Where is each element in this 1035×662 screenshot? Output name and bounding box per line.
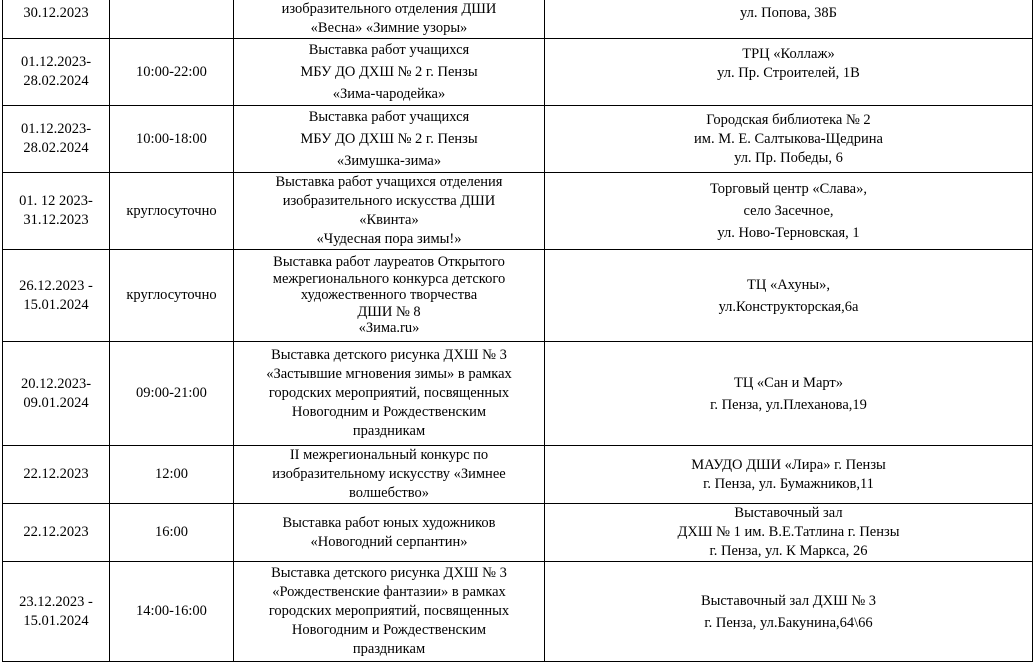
event-title-line: «Рождественские фантазии» в рамках — [272, 584, 506, 600]
venue-line: село Засечное, — [743, 203, 834, 219]
table-row — [3, 39, 1033, 106]
time-cell — [110, 106, 234, 173]
venue-line: ТЦ «Сан и Март» — [733, 374, 844, 391]
event-title-line: «Квинта» — [359, 212, 419, 228]
event-title-line: «Зима.ru» — [358, 320, 420, 337]
event-title-line: Выставка работ юных художников — [282, 514, 496, 531]
date-cell — [3, 504, 110, 562]
venue-cell — [545, 342, 1033, 446]
date-cell — [3, 562, 110, 662]
event-title-line: ДШИ № 8 — [357, 303, 421, 320]
venue-line: Выставочный зал — [734, 505, 843, 521]
time-text: 12:00 — [154, 466, 189, 482]
venue-cell — [545, 39, 1033, 106]
event-title-line: Выставка детского рисунка ДХШ № 3 — [271, 347, 507, 363]
venue-line: г. Пенза, ул.Бакунина,64\66 — [704, 614, 873, 631]
venue-line: ТЦ «Ахуны», — [747, 276, 830, 293]
event-title-line: МБУ ДО ДХШ № 2 г. Пензы — [300, 131, 478, 147]
date-text: 28.02.2024 — [23, 140, 89, 156]
time-cell — [110, 173, 234, 250]
time-cell — [110, 0, 234, 39]
date-text: 15.01.2024 — [23, 612, 89, 629]
event-title-line: городских мероприятий, посвященных — [268, 385, 510, 401]
venue-line: Торговый центр «Слава», — [710, 181, 867, 197]
table-row — [3, 250, 1033, 342]
date-text: 22.12.2023 — [23, 466, 89, 482]
event-title-cell — [234, 504, 545, 562]
table-row — [3, 173, 1033, 250]
venue-line: г. Пенза, ул.Плеханова,19 — [710, 396, 867, 413]
table-row — [3, 446, 1033, 504]
event-title-line: Новогодним и Рождественским — [291, 622, 487, 638]
venue-line: ул.Конструкторская,6а — [718, 298, 859, 315]
venue-line: Выставочный зал ДХШ № 3 — [700, 592, 877, 609]
venue-line: ДХШ № 1 им. В.Е.Татлина г. Пензы — [677, 524, 900, 540]
date-text: 26.12.2023 - — [19, 277, 93, 294]
time-text: 14:00-16:00 — [136, 603, 207, 619]
events-table — [2, 0, 1033, 662]
date-cell — [3, 250, 110, 342]
event-title-line: праздникам — [352, 423, 426, 439]
venue-line: ул. Ново-Терновская, 1 — [717, 225, 860, 241]
venue-cell — [545, 250, 1033, 342]
table-row — [3, 504, 1033, 562]
event-title-cell — [234, 342, 545, 446]
event-title-line: «Чудесная пора зимы!» — [316, 231, 462, 247]
event-title-line: Выставка работ лауреатов Открытого — [273, 254, 505, 271]
event-title-cell — [234, 106, 545, 173]
date-text: 22.12.2023 — [23, 524, 89, 540]
date-text: 09.01.2024 — [23, 394, 89, 411]
table-row — [3, 0, 1033, 39]
event-title-line: «Застывшие мгновения зимы» в рамках — [266, 366, 512, 382]
date-text: 30.12.2023 — [23, 5, 89, 21]
date-cell — [3, 446, 110, 504]
date-text: 28.02.2024 — [23, 73, 89, 89]
date-cell — [3, 0, 110, 39]
date-text: 20.12.2023- — [20, 375, 92, 392]
venue-cell — [545, 446, 1033, 504]
table-row — [3, 562, 1033, 662]
time-cell — [110, 446, 234, 504]
date-cell — [3, 39, 110, 106]
event-title-line: межрегионального конкурса детского — [272, 270, 506, 287]
date-cell — [3, 342, 110, 446]
event-title-cell — [234, 39, 545, 106]
event-title-line: «Зимушка-зима» — [336, 153, 442, 169]
venue-cell — [545, 173, 1033, 250]
date-text: 01. 12 2023- — [19, 193, 93, 209]
event-title-line: изобразительному искусству «Зимнее — [272, 466, 506, 482]
time-cell — [110, 562, 234, 662]
time-cell — [110, 504, 234, 562]
event-title-cell — [234, 173, 545, 250]
time-text: круглосуточно — [126, 287, 217, 303]
venue-line: ул. Пр. Победы, 6 — [734, 149, 843, 166]
table-row — [3, 342, 1033, 446]
event-title-line: Выставка работ учащихся — [308, 109, 470, 125]
date-text: 31.12.2023 — [23, 212, 89, 228]
event-title-line: Выставка работ учащихся отделения — [275, 174, 503, 190]
event-title-line: «Новогодний серпантин» — [310, 533, 468, 550]
event-title-line: изобразительного искусства ДШИ — [282, 193, 496, 209]
time-text: 10:00-18:00 — [136, 130, 207, 147]
venue-line: им. М. Е. Салтыкова-Щедрина — [694, 130, 883, 147]
event-title-cell — [234, 0, 545, 39]
event-title-line: МБУ ДО ДХШ № 2 г. Пензы — [300, 64, 478, 80]
event-title-line: художественного творчества — [300, 287, 478, 304]
event-title-line: городских мероприятий, посвященных — [268, 603, 510, 619]
event-title-line: Новогодним и Рождественским — [291, 404, 487, 420]
date-cell — [3, 173, 110, 250]
date-text: 23.12.2023 - — [19, 593, 93, 610]
venue-line: г. Пенза, ул. Бумажников,11 — [703, 475, 874, 492]
event-title-line: праздникам — [352, 641, 426, 657]
event-title-line: «Зима-чародейка» — [332, 86, 446, 102]
venue-line: г. Пенза, ул. К Маркса, 26 — [709, 543, 868, 559]
event-title-line: изобразительного отделения ДШИ — [281, 0, 497, 17]
time-text: круглосуточно — [126, 202, 217, 219]
venue-cell — [545, 106, 1033, 173]
venue-line: МАУДО ДШИ «Лира» г. Пензы — [691, 456, 886, 473]
time-text: 10:00-22:00 — [136, 63, 207, 80]
time-text: 16:00 — [154, 524, 189, 540]
venue-cell — [545, 0, 1033, 39]
event-title-cell — [234, 562, 545, 662]
event-title-cell — [234, 250, 545, 342]
date-text: 01.12.2023- — [20, 121, 92, 137]
venue-line: ул. Попова, 38Б — [740, 5, 837, 21]
event-title-line: волшебство» — [348, 485, 430, 501]
time-cell — [110, 250, 234, 342]
table-row — [3, 106, 1033, 173]
events-table-body — [3, 0, 1033, 662]
event-title-line: II межрегиональный конкурс по — [289, 447, 489, 463]
venue-line: Городская библиотека № 2 — [706, 111, 871, 128]
venue-line: ТРЦ «Коллаж» — [742, 46, 835, 62]
venue-line: ул. Пр. Строителей, 1В — [717, 65, 860, 81]
date-text: 01.12.2023- — [20, 54, 92, 70]
event-title-line: «Весна» «Зимние узоры» — [310, 19, 468, 36]
event-title-line: Выставка работ учащихся — [308, 42, 470, 58]
venue-cell — [545, 504, 1033, 562]
time-text: 09:00-21:00 — [136, 385, 207, 401]
date-text: 15.01.2024 — [23, 296, 89, 313]
time-cell — [110, 342, 234, 446]
date-cell — [3, 106, 110, 173]
event-title-cell — [234, 446, 545, 504]
venue-cell — [545, 562, 1033, 662]
time-cell — [110, 39, 234, 106]
event-title-line: Выставка детского рисунка ДХШ № 3 — [271, 565, 507, 581]
